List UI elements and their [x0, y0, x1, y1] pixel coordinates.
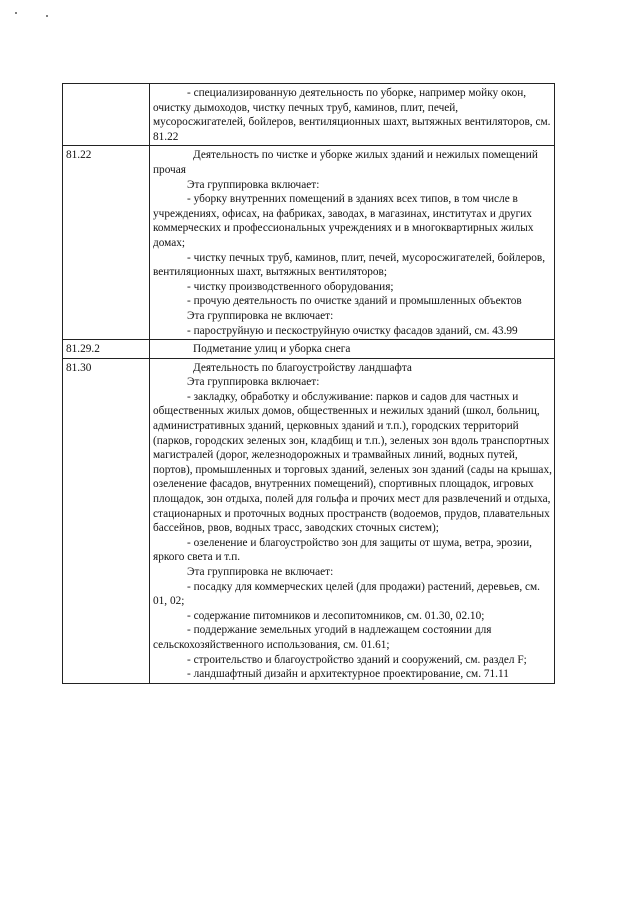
scan-speck: [46, 15, 48, 17]
table-row: [63, 358, 555, 683]
description-cell: [150, 146, 555, 340]
code-cell: 81.22: [63, 146, 150, 340]
description-line: - специализированную деятельность по уборке, например мойку окон, очистку дымоходов, чистку печных труб, каминов, плит, печей, мусоросжигателей, бойлеров, вентиляционных шахт, вытяжных вентиляторов, см. 81.22: [153, 87, 551, 143]
table-row: [63, 84, 555, 146]
code-cell: [63, 84, 150, 146]
description-line: - закладку, обработку и обслуживание: парков и садов для частных и общественных жилых домов, общественных и нежилых зданий (школ, больниц, административных зданий, церковных зданий и т.п.), городских территорий (парков, городских зеленых зон, кладбищ и т.п.), зеленых зон вдоль транспортных магистралей (дорог, железнодорожных и трамвайных линий, водных путей, портов), промышленных и торговых зданий, зеленых зон зданий (сады на крышах, озеленение фасадов, внутренних помещений), спортивных площадок, игровых площадок, зон отдыха, полей для гольфа и прочих мест для развлечений и отдыха, стационарных и проточных водных пространств (водоемов, прудов, плавательных бассейнов, рвов, водных трасс, заводских сточных систем);: [153, 390, 552, 535]
section-title: Деятельность по чистке и уборке жилых зданий и нежилых помещений прочая: [153, 149, 538, 176]
description-line: - чистку печных труб, каминов, плит, печей, мусоросжигателей, бойлеров, вентиляционных шахт, вытяжных вентиляторов;: [153, 251, 546, 279]
description-line: - чистку производственного оборудования;: [187, 280, 394, 293]
description-line: - строительство и благоустройство зданий и сооружений, см. раздел F;: [187, 653, 527, 666]
includes-heading: Эта группировка включает:: [187, 178, 320, 191]
code-cell: 81.30: [63, 358, 150, 683]
description-line: - содержание питомников и лесопитомников, см. 01.30, 02.10;: [187, 609, 485, 622]
table-row: [63, 146, 555, 340]
includes-heading: Эта группировка включает:: [187, 376, 320, 389]
description-cell: [150, 358, 555, 683]
description-line: - ландшафтный дизайн и архитектурное проектирование, см. 71.11: [187, 668, 509, 681]
table-row: [63, 340, 555, 359]
description-line: - уборку внутренних помещений в зданиях всех типов, в том числе в учреждениях, офисах, на фабриках, заводах, в магазинах, институтах и других коммерческих и профессиональных учреждениях и в многоквартирных жилых домах;: [153, 193, 534, 249]
description-line: - пароструйную и пескоструйную очистку фасадов зданий, см. 43.99: [187, 324, 518, 337]
code-cell: 81.29.2: [63, 340, 150, 359]
description-cell: [150, 340, 555, 359]
description-cell: [150, 84, 555, 146]
excludes-heading: Эта группировка не включает:: [187, 309, 334, 322]
section-title: Подметание улиц и уборка снега: [193, 343, 351, 356]
description-line: - посадку для коммерческих целей (для продажи) растений, деревьев, см. 01, 02;: [153, 580, 540, 608]
description-line: - озеленение и благоустройство зон для защиты от шума, ветра, эрозии, яркого света и т.п.: [153, 536, 532, 564]
excludes-heading: Эта группировка не включает:: [187, 566, 334, 578]
description-line: - прочую деятельность по очистке зданий и промышленных объектов: [187, 295, 522, 308]
description-line: - поддержание земельных угодий в надлежащем состоянии для сельскохозяйственного использования, см. 01.61;: [153, 624, 492, 651]
classification-table: [62, 83, 555, 684]
section-title: Деятельность по благоустройству ландшафта: [193, 361, 412, 374]
scan-speck: [15, 12, 17, 14]
